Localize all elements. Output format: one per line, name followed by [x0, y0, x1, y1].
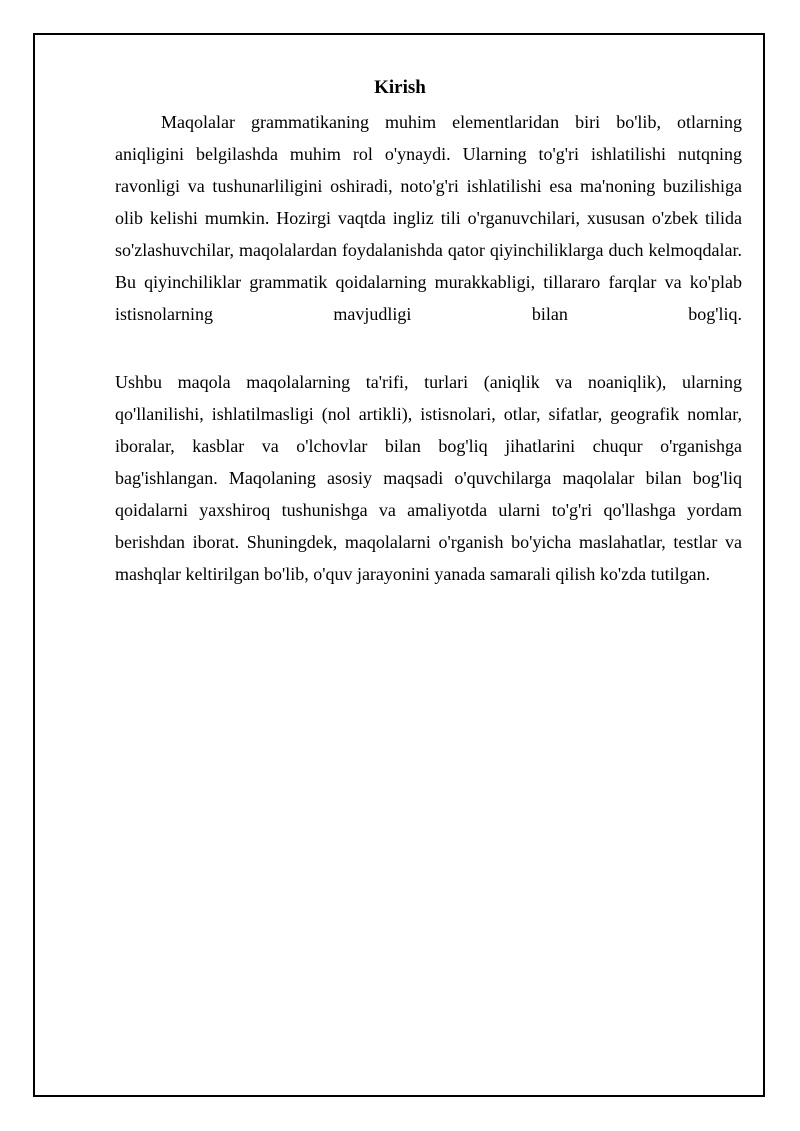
section-heading: Kirish — [374, 77, 426, 98]
intro-paragraph-1: Maqolalar grammatikaning muhim elementlaridan biri bo'lib, otlarning aniqligini belgilashda muhim rol o'ynaydi. Ularning to'g'ri ishlatilishi nutqning ravonligi va tushunarliligini oshiradi, noto'g'ri ishlatilishi esa ma'noning buzilishiga olib kelishi mumkin. Hozirgi vaqtda ingliz tili o'rganuvchilari, xususan o'zbek tilida so'zlashuvchilar, maqolalardan foydalanishda qator qiyinchiliklarga duch kelmoqdalar. Bu qiyinchiliklar grammatik qoidalarning murakkabligi, tillararo farqlar va ko'plab istisnolarning mavjudligi bilan bog'liq. — [115, 112, 742, 324]
intro-paragraph-2: Ushbu maqola maqolalarning ta'rifi, turlari (aniqlik va noaniqlik), ularning qo'llanilishi, ishlatilmasligi (nol artikli), istisnolari, otlar, sifatlar, geografik nomlar, iboralar, kasblar va o'lchovlar bilan bog'liq jihatlarini chuqur o'rganishga bag'ishlangan. Maqolaning asosiy maqsadi o'quvchilarga maqolalar bilan bog'liq qoidalarni yaxshiroq tushunishga va amaliyotda ularni to'g'ri qo'llashga yordam berishdan iborat. Shuningdek, maqolalarni o'rganish bo'yicha maslahatlar, testlar va mashqlar keltirilgan bo'lib, o'quv jarayonini yanada samarali qilish ko'zda tutilgan. — [115, 372, 742, 584]
